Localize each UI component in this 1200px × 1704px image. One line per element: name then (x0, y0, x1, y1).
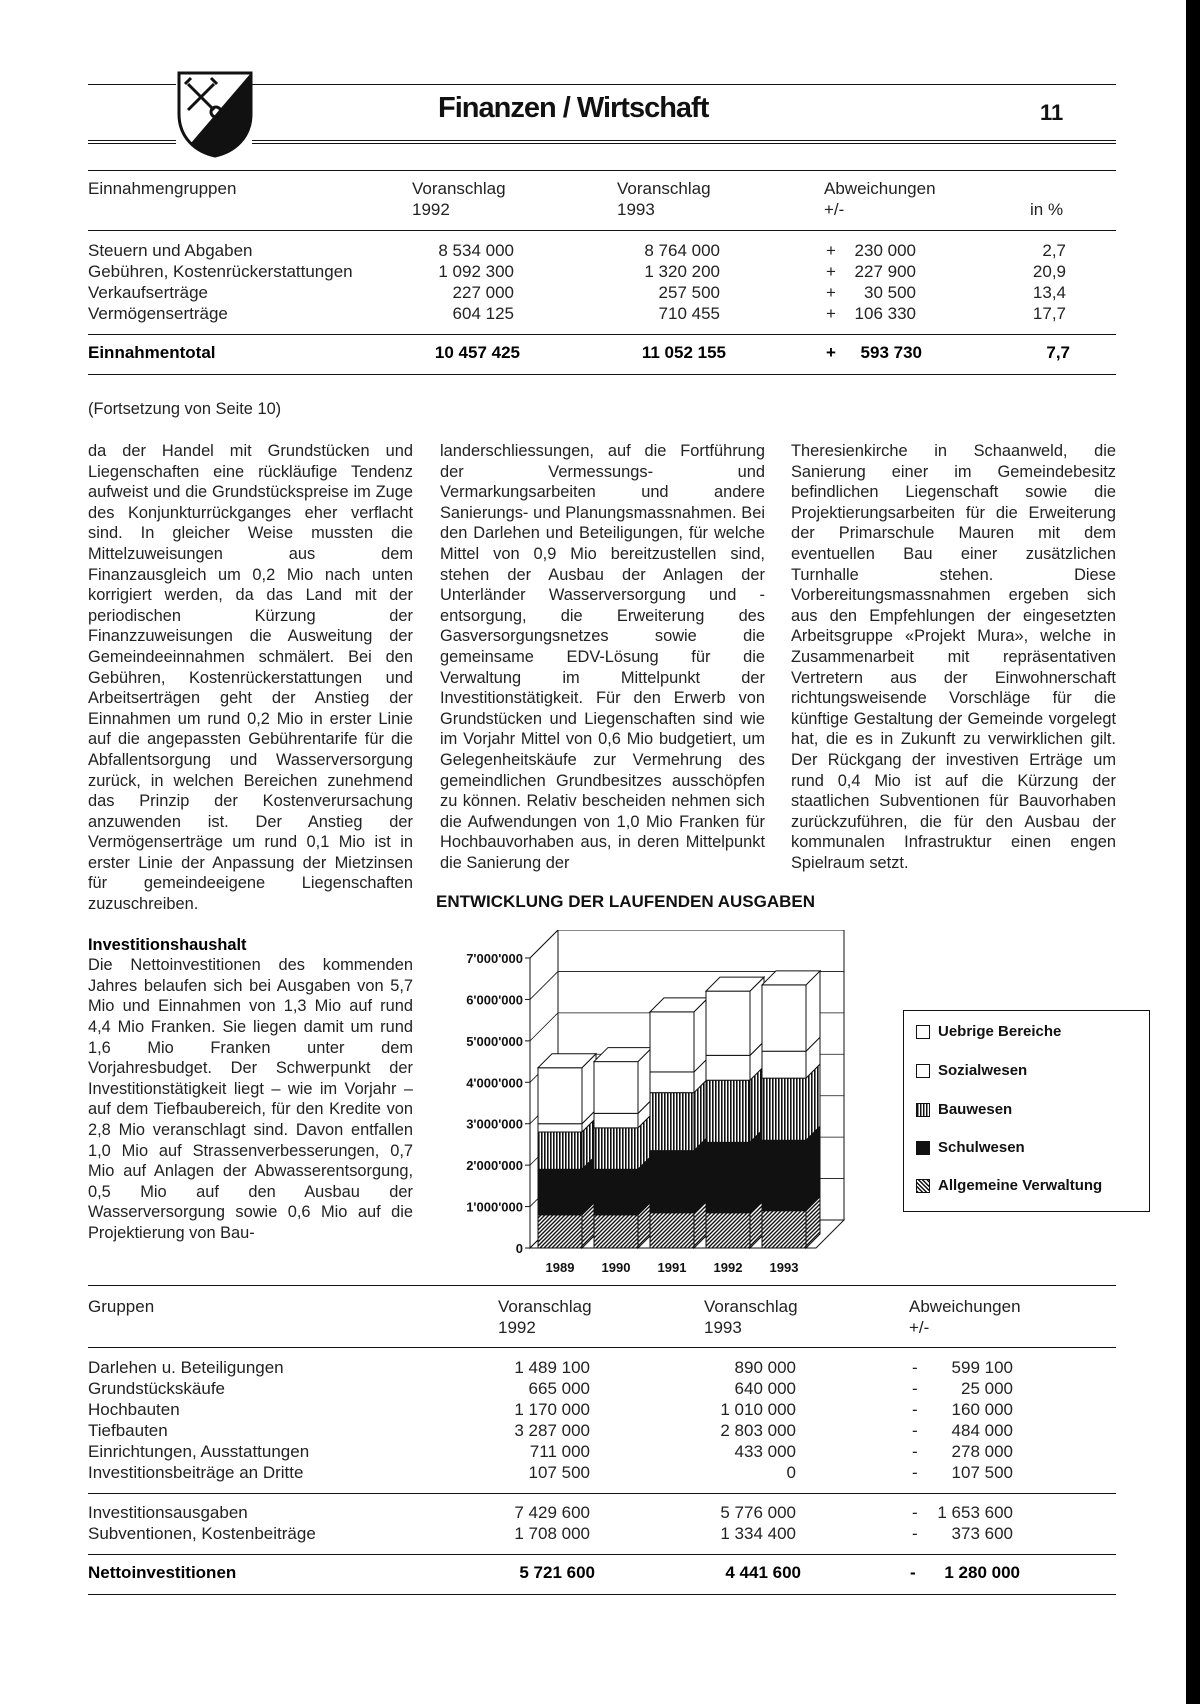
income-header-deviation-label: Abweichungen (824, 179, 936, 198)
chart-y-tick-label: 7'000'000 (466, 951, 523, 966)
chart-bar-segment (650, 1072, 694, 1093)
invest-table-bottom-rule (88, 1594, 1116, 1595)
invest-row-sign: - (912, 1379, 918, 1398)
income-total-sign: + (826, 343, 836, 362)
chart-bar-segment (538, 1169, 582, 1215)
invest-row-sign: - (912, 1421, 918, 1440)
invest-subtotal-label: Subventionen, Kostenbeiträge (88, 1524, 316, 1543)
income-header-percent: in % (1030, 200, 1064, 219)
column-3-paragraph: Theresienkirche in Schaanweld, die Sanierung einer im Gemeindebesitz befindlichen Liegenschaft sowie die Projektierungsarbeiten für die Erweiterung der Primarschule Mauren mit dem eventuellen Bau einer zusätzlichen Turnhalle stehen. Diese Vorbereitungsmassnahmen ergeben sich aus den Empfehlungen der eingesetzten Arbeitsgruppe «Projekt Mura», welche in Zusammenarbeit mit repräsentativen Vertretern aus der Einwohnerschaft richtungsweisende Vorschläge für die künftige Gestaltung der Gemeinde vorgelegt hat, die es in Zukunft zu verwirklichen gilt. Der Rückgang der investiven Erträge um rund 0,4 Mio ist auf die Kürzung der staatlichen Subventionen für Bauvorhaben zurückzuführen, die für den Ausbau der kommunalen Infrastruktur einen engen Spielraum setzt. (791, 442, 1116, 872)
text-column-3 (791, 441, 1116, 873)
invest-total-1993: 4 441 600 (725, 1563, 801, 1582)
invest-row-sign: - (912, 1358, 918, 1377)
invest-header-1992-year: 1992 (498, 1318, 536, 1337)
income-row-1993: 1 320 200 (644, 262, 720, 281)
chart-bar-segment (650, 1093, 694, 1151)
header-rule-right-top (252, 84, 1116, 85)
chart-bar-segment (594, 1169, 638, 1215)
invest-total-label: Nettoinvestitionen (88, 1563, 237, 1582)
legend-swatch-allgemeine (916, 1179, 930, 1193)
chart-x-tick-label: 1993 (769, 1260, 799, 1275)
legend-item-schulwesen (916, 1139, 1025, 1156)
invest-subtotal-1993: 1 334 400 (720, 1524, 796, 1543)
chart-x-tick-label: 1989 (545, 1260, 575, 1275)
invest-subtotal-1993: 5 776 000 (720, 1503, 796, 1522)
income-header-1992-label: Voranschlag (412, 179, 506, 198)
invest-row-label: Grundstückskäufe (88, 1379, 226, 1398)
chart-x-tick-label: 1991 (657, 1260, 687, 1275)
chart-x-tick-label: 1990 (601, 1260, 631, 1275)
income-row-sign: + (826, 241, 836, 260)
invest-row-1992: 711 000 (529, 1442, 590, 1461)
invest-header-1992-label: Voranschlag (498, 1297, 592, 1316)
income-table-top-rule (88, 170, 1116, 171)
invest-total-1992: 5 721 600 (519, 1563, 595, 1582)
column-1-investment-paragraph: Die Nettoinvestitionen des kommenden Jahres belaufen sich bei Ausgaben von 5,7 Mio und Einnahmen von 1,3 Mio auf rund 4,4 Mio Franken. Sie liegen damit um rund 1,6 Mio Franken unter dem Vorjahresbudget. Der Schwerpunkt der Investitionstätigkeit liegt – wie im Vorjahr – auf dem Tiefbaubereich, für den Kredite von 2,8 Mio veranschlagt sind. Davon entfallen 1,0 Mio auf Strassenverbesserungen, 0,7 Mio auf Anlagen der Abwasserentsorgung, 0,5 Mio auf den Ausbau der Wasserversorgung sowie 0,6 Mio auf die Projektierung von Bau- (88, 956, 413, 1242)
income-row-1993: 710 455 (658, 304, 720, 323)
legend-label: Schulwesen (938, 1139, 1025, 1156)
invest-row-deviation: 107 500 (951, 1463, 1013, 1482)
income-header-1992-year: 1992 (412, 200, 450, 219)
chart-bar-segment (650, 1012, 694, 1072)
chart-bar-segment (594, 1062, 638, 1114)
income-row-deviation: 30 500 (864, 283, 916, 302)
invest-row-label: Tiefbauten (88, 1421, 168, 1440)
legend-swatch-bauwesen (916, 1103, 930, 1117)
chart-y-tick-label: 4'000'000 (466, 1075, 523, 1091)
invest-subtotal-1992: 7 429 600 (514, 1503, 590, 1522)
income-row-percent: 13,4 (1032, 283, 1066, 302)
invest-row-1992: 107 500 (528, 1463, 590, 1482)
legend-item-allgemeine (916, 1177, 1102, 1194)
invest-row-1993: 2 803 000 (720, 1421, 796, 1440)
invest-row-label: Darlehen u. Beteiligungen (88, 1358, 284, 1377)
income-row-sign: + (826, 304, 836, 323)
income-header-deviation-sign: +/- (824, 200, 845, 219)
chart-bar-segment (538, 1215, 582, 1248)
chart-bar-segment (650, 1213, 694, 1248)
legend-swatch-uebrige (916, 1025, 930, 1039)
invest-subtotal-deviation: 1 653 600 (937, 1503, 1013, 1522)
income-row-deviation: 227 900 (854, 262, 916, 281)
legend-swatch-schulwesen (916, 1141, 930, 1155)
invest-subtotal-sign: - (912, 1503, 918, 1522)
legend-item-sozialwesen (916, 1062, 1027, 1079)
income-table-total-rule (88, 334, 1116, 335)
chart-bar-segment (762, 1140, 806, 1210)
invest-row-sign: - (912, 1400, 918, 1419)
chart-x-tick-label: 1992 (713, 1260, 743, 1275)
invest-row-1992: 665 000 (528, 1379, 590, 1398)
legend-label: Uebrige Bereiche (938, 1023, 1062, 1040)
invest-total-sign: - (910, 1563, 916, 1582)
chart-bar-segment (594, 1128, 638, 1169)
invest-header-group: Gruppen (88, 1297, 155, 1316)
invest-table-total-rule (88, 1554, 1116, 1555)
chart-bar-side (806, 1126, 820, 1210)
income-total-deviation: 593 730 (860, 343, 922, 362)
income-row-deviation: 106 330 (854, 304, 916, 323)
invest-header-1993-year: 1993 (704, 1318, 742, 1337)
invest-row-1993: 640 000 (734, 1379, 796, 1398)
chart-bar-segment (650, 1151, 694, 1213)
income-row-sign: + (826, 262, 836, 281)
invest-row-1993: 0 (786, 1463, 796, 1482)
income-row-sign: + (826, 283, 836, 302)
chart-bar-segment (594, 1215, 638, 1248)
chart-title: ENTWICKLUNG DER LAUFENDEN AUSGABEN (436, 892, 816, 911)
legend-item-bauwesen (916, 1101, 1012, 1118)
invest-row-deviation: 599 100 (951, 1358, 1013, 1377)
legend-label: Allgemeine Verwaltung (938, 1177, 1103, 1194)
invest-table-header-rule (88, 1347, 1116, 1348)
text-column-1 (88, 441, 413, 1244)
chart-bar-segment (762, 985, 806, 1051)
chart-bar-segment (538, 1124, 582, 1132)
income-table-bottom-rule (88, 374, 1116, 375)
invest-row-deviation: 160 000 (951, 1400, 1013, 1419)
income-row-label: Verkaufserträge (88, 283, 209, 302)
legend-label: Sozialwesen (938, 1062, 1028, 1079)
invest-total-deviation: 1 280 000 (944, 1563, 1020, 1582)
invest-subtotal-sign: - (912, 1524, 918, 1543)
invest-table-subtotal-rule (88, 1493, 1116, 1494)
invest-row-label: Investitionsbeiträge an Dritte (88, 1463, 304, 1482)
invest-row-1992: 3 287 000 (514, 1421, 590, 1440)
chart-bar-segment (538, 1132, 582, 1169)
invest-row-sign: - (912, 1463, 918, 1482)
chart-legend (903, 1010, 1150, 1212)
income-row-percent: 2,7 (1042, 241, 1066, 260)
chart-bar-segment (706, 991, 750, 1055)
header-rule-right-bottom (252, 140, 1116, 144)
income-total-1993: 11 052 155 (641, 343, 726, 362)
income-row-1992: 1 092 300 (438, 262, 514, 281)
invest-row-label: Einrichtungen, Ausstattungen (88, 1442, 310, 1461)
income-total-percent: 7,7 (1046, 343, 1070, 362)
chart-bar-segment (762, 1078, 806, 1140)
coat-of-arms-icon (176, 70, 254, 158)
income-row-label: Gebühren, Kostenrückerstattungen (88, 262, 353, 281)
income-row-label: Steuern und Abgaben (88, 241, 253, 260)
invest-subtotal-label: Investitionsausgaben (88, 1503, 248, 1522)
chart-y-tick-label: 0 (515, 1241, 523, 1256)
invest-table-top-rule (88, 1285, 1116, 1286)
income-total-1992: 10 457 425 (434, 343, 520, 362)
header-rule-left-top (88, 84, 176, 85)
legend-item-uebrige (916, 1023, 1061, 1040)
invest-header-1993-label: Voranschlag (704, 1297, 798, 1316)
column-1-paragraph: da der Handel mit Grundstücken und Liegenschaften eine rückläufige Tendenz aufweist und die Grundstückspreise im Zuge des Konjunkturrückganges eher verflacht sind. In gleicher Weise mussten die Mittelzuweisungen aus dem Finanzausgleich um 0,2 Mio nach unten korrigiert werden, da das Land mit der periodischen Kürzung der Finanzzuweisungen die Ausweitung der Gemeindeeinnahmen schmälert. Bei den Gebühren, Kostenrückerstattungen und Arbeitserträgen geht der Anstieg der Einnahmen um rund 0,2 Mio in erster Linie auf die angepassten Gebührentarife für die Abfallentsorgung und Wasserversorgung zurück, in welchen Bereichen zunehmend das Prinzip der Kostenverursachung anzuwenden ist. Der Anstieg der Vermögenserträge um rund 0,1 Mio ist in erster Linie der Anpassung der Mietzinsen für gemeindeeigene Liegenschaften zuzuschreiben. (88, 442, 413, 914)
income-row-1992: 8 534 000 (438, 241, 514, 260)
chart-bar-segment (706, 1055, 750, 1080)
invest-row-deviation: 484 000 (951, 1421, 1013, 1440)
chart-y-tick-label: 5'000'000 (466, 1033, 523, 1049)
income-row-label: Vermögenserträge (88, 304, 228, 323)
investment-heading: Investitionshaushalt (88, 935, 247, 954)
income-row-deviation: 230 000 (854, 241, 916, 260)
chart-bar-segment (706, 1213, 750, 1248)
chart-bar-segment (706, 1080, 750, 1142)
chart-y-tick-label: 1'000'000 (466, 1199, 523, 1215)
invest-header-deviation-label: Abweichungen (909, 1297, 1021, 1316)
chart-y-tick-label: 3'000'000 (466, 1116, 523, 1132)
invest-header-deviation-sign: +/- (909, 1318, 930, 1337)
chart-bar-segment (762, 1211, 806, 1248)
income-row-1993: 257 500 (658, 283, 720, 302)
invest-subtotal-deviation: 373 600 (951, 1524, 1013, 1543)
page-number: 11 (1040, 100, 1064, 125)
expenses-chart (430, 930, 870, 1280)
invest-row-1992: 1 170 000 (514, 1400, 590, 1419)
header-rule-left-bottom (88, 140, 176, 144)
legend-swatch-sozialwesen (916, 1064, 930, 1078)
income-row-percent: 17,7 (1032, 304, 1066, 323)
income-row-percent: 20,9 (1032, 262, 1066, 281)
income-header-1993-year: 1993 (617, 200, 655, 219)
text-column-2 (440, 441, 765, 873)
invest-row-label: Hochbauten (88, 1400, 180, 1419)
invest-row-1993: 1 010 000 (720, 1400, 796, 1419)
invest-row-deviation: 25 000 (961, 1379, 1013, 1398)
income-total-label: Einnahmentotal (88, 343, 216, 362)
column-2-paragraph: landerschliessungen, auf die Fortführung der Vermessungs- und Vermarkungsarbeiten und andere Sanierungs- und Planungsmassnahmen. Bei den Darlehen und Beteiligungen, für welche Mittel von 0,9 Mio bereitzustellen sind, stehen der Ausbau der Anlagen der Unterländer Wasserversorgung und -entsorgung, die Erweiterung des Gasversorgungsnetzes sowie die gemeinsame EDV-Lösung für die Verwaltung im Mittelpunkt der Investitionstätigkeit. Für den Erwerb von Grundstücken und Liegenschaften sind wie im Vorjahr Mittel von 0,6 Mio budgetiert, um Gelegenheitskäufe zur Vermehrung des gemeindlichen Grundbesitzes ausschöpfen zu können. Relativ bescheiden nehmen sich die Aufwendungen von 1,0 Mio Franken für Hochbauvorhaben aus, in deren Mittelpunkt die Sanierung der (440, 442, 765, 872)
page-title: Finanzen / Wirtschaft (438, 92, 709, 124)
income-row-1993: 8 764 000 (644, 241, 720, 260)
chart-bar-segment (538, 1068, 582, 1124)
invest-row-1993: 433 000 (734, 1442, 796, 1461)
chart-bar-segment (706, 1142, 750, 1212)
invest-subtotal-1992: 1 708 000 (514, 1524, 590, 1543)
invest-row-sign: - (912, 1442, 918, 1461)
income-table-header-rule (88, 230, 1116, 231)
income-header-group: Einnahmengruppen (88, 179, 237, 198)
chart-y-tick-label: 6'000'000 (466, 992, 523, 1008)
income-header-1993-label: Voranschlag (617, 179, 711, 198)
income-row-1992: 604 125 (452, 304, 514, 323)
income-row-1992: 227 000 (452, 283, 514, 302)
chart-bar-segment (762, 1051, 806, 1078)
invest-row-1992: 1 489 100 (514, 1358, 590, 1377)
chart-y-tick-label: 2'000'000 (466, 1158, 523, 1174)
chart-bar-segment (594, 1113, 638, 1128)
invest-row-1993: 890 000 (734, 1358, 796, 1377)
legend-label: Bauwesen (938, 1101, 1013, 1118)
invest-row-deviation: 278 000 (951, 1442, 1013, 1461)
continuation-note: (Fortsetzung von Seite 10) (88, 400, 282, 418)
